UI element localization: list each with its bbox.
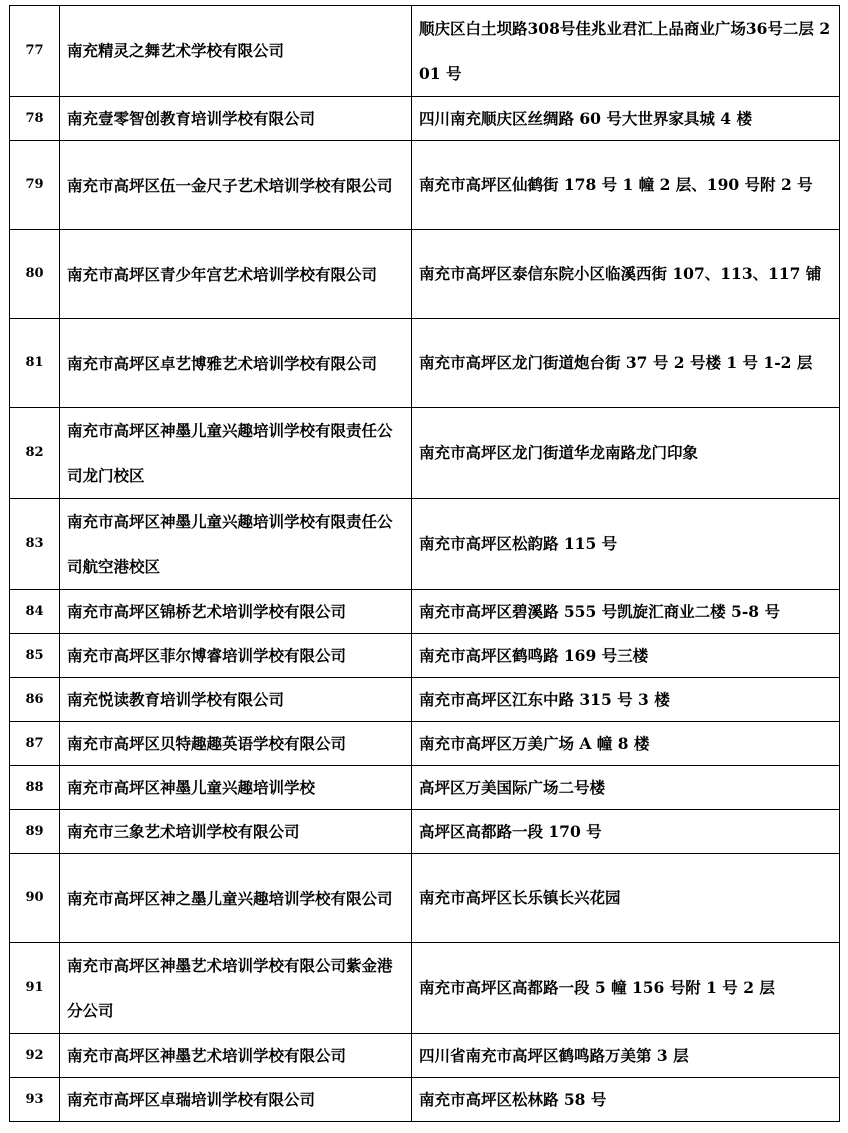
school-name: 南充市高坪区神墨儿童兴趣培训学校 <box>60 766 412 810</box>
school-address-table <box>9 5 840 1122</box>
row-number: 78 <box>10 97 60 141</box>
school-name: 南充壹零智创教育培训学校有限公司 <box>60 97 412 141</box>
table-row <box>10 499 840 590</box>
table-row <box>10 1078 840 1122</box>
table-row <box>10 943 840 1034</box>
school-address: 南充市高坪区高都路一段 5 幢 156 号附 1 号 2 层 <box>412 943 840 1034</box>
table-row <box>10 590 840 634</box>
school-name: 南充市高坪区神墨儿童兴趣培训学校有限责任公司航空港校区 <box>60 499 412 590</box>
table-row <box>10 319 840 408</box>
school-address: 南充市高坪区泰信东院小区临溪西街 107、113、117 铺 <box>412 230 840 319</box>
school-address: 四川省南充市高坪区鹤鸣路万美第 3 层 <box>412 1034 840 1078</box>
table-row <box>10 766 840 810</box>
school-name: 南充市高坪区青少年宫艺术培训学校有限公司 <box>60 230 412 319</box>
school-address: 南充市高坪区万美广场 A 幢 8 楼 <box>412 722 840 766</box>
school-name: 南充悦读教育培训学校有限公司 <box>60 678 412 722</box>
row-number: 86 <box>10 678 60 722</box>
school-name: 南充市高坪区贝特趣趣英语学校有限公司 <box>60 722 412 766</box>
row-number: 93 <box>10 1078 60 1122</box>
row-number: 82 <box>10 408 60 499</box>
school-address: 南充市高坪区碧溪路 555 号凯旋汇商业二楼 5-8 号 <box>412 590 840 634</box>
school-name: 南充精灵之舞艺术学校有限公司 <box>60 6 412 97</box>
row-number: 84 <box>10 590 60 634</box>
school-name: 南充市高坪区神墨艺术培训学校有限公司 <box>60 1034 412 1078</box>
row-number: 91 <box>10 943 60 1034</box>
school-address: 南充市高坪区松林路 58 号 <box>412 1078 840 1122</box>
row-number: 81 <box>10 319 60 408</box>
school-address: 高坪区万美国际广场二号楼 <box>412 766 840 810</box>
table-row <box>10 1034 840 1078</box>
school-name: 南充市高坪区卓瑞培训学校有限公司 <box>60 1078 412 1122</box>
table-row <box>10 634 840 678</box>
row-number: 92 <box>10 1034 60 1078</box>
row-number: 90 <box>10 854 60 943</box>
row-number: 80 <box>10 230 60 319</box>
school-address: 南充市高坪区长乐镇长兴花园 <box>412 854 840 943</box>
row-number: 79 <box>10 141 60 230</box>
school-address: 高坪区高都路一段 170 号 <box>412 810 840 854</box>
row-number: 88 <box>10 766 60 810</box>
school-address: 南充市高坪区松韵路 115 号 <box>412 499 840 590</box>
school-address: 顺庆区白土坝路308号佳兆业君汇上品商业广场36号二层 201 号 <box>412 6 840 97</box>
school-address: 四川南充顺庆区丝绸路 60 号大世界家具城 4 楼 <box>412 97 840 141</box>
table-row <box>10 854 840 943</box>
row-number: 77 <box>10 6 60 97</box>
table-row <box>10 722 840 766</box>
school-name: 南充市高坪区神墨艺术培训学校有限公司紫金港分公司 <box>60 943 412 1034</box>
school-address: 南充市高坪区江东中路 315 号 3 楼 <box>412 678 840 722</box>
table-row <box>10 678 840 722</box>
table-row <box>10 408 840 499</box>
school-name: 南充市高坪区神之墨儿童兴趣培训学校有限公司 <box>60 854 412 943</box>
school-address: 南充市高坪区龙门街道炮台街 37 号 2 号楼 1 号 1-2 层 <box>412 319 840 408</box>
school-name: 南充市高坪区锦桥艺术培训学校有限公司 <box>60 590 412 634</box>
row-number: 85 <box>10 634 60 678</box>
table-row <box>10 97 840 141</box>
school-address: 南充市高坪区仙鹤街 178 号 1 幢 2 层、190 号附 2 号 <box>412 141 840 230</box>
school-address: 南充市高坪区鹤鸣路 169 号三楼 <box>412 634 840 678</box>
table-row <box>10 810 840 854</box>
school-name: 南充市三象艺术培训学校有限公司 <box>60 810 412 854</box>
school-name: 南充市高坪区菲尔博睿培训学校有限公司 <box>60 634 412 678</box>
row-number: 87 <box>10 722 60 766</box>
school-name: 南充市高坪区神墨儿童兴趣培训学校有限责任公司龙门校区 <box>60 408 412 499</box>
row-number: 83 <box>10 499 60 590</box>
school-address: 南充市高坪区龙门街道华龙南路龙门印象 <box>412 408 840 499</box>
table-row <box>10 6 840 97</box>
table-row <box>10 230 840 319</box>
school-name: 南充市高坪区伍一金尺子艺术培训学校有限公司 <box>60 141 412 230</box>
table-row <box>10 141 840 230</box>
school-name: 南充市高坪区卓艺博雅艺术培训学校有限公司 <box>60 319 412 408</box>
row-number: 89 <box>10 810 60 854</box>
